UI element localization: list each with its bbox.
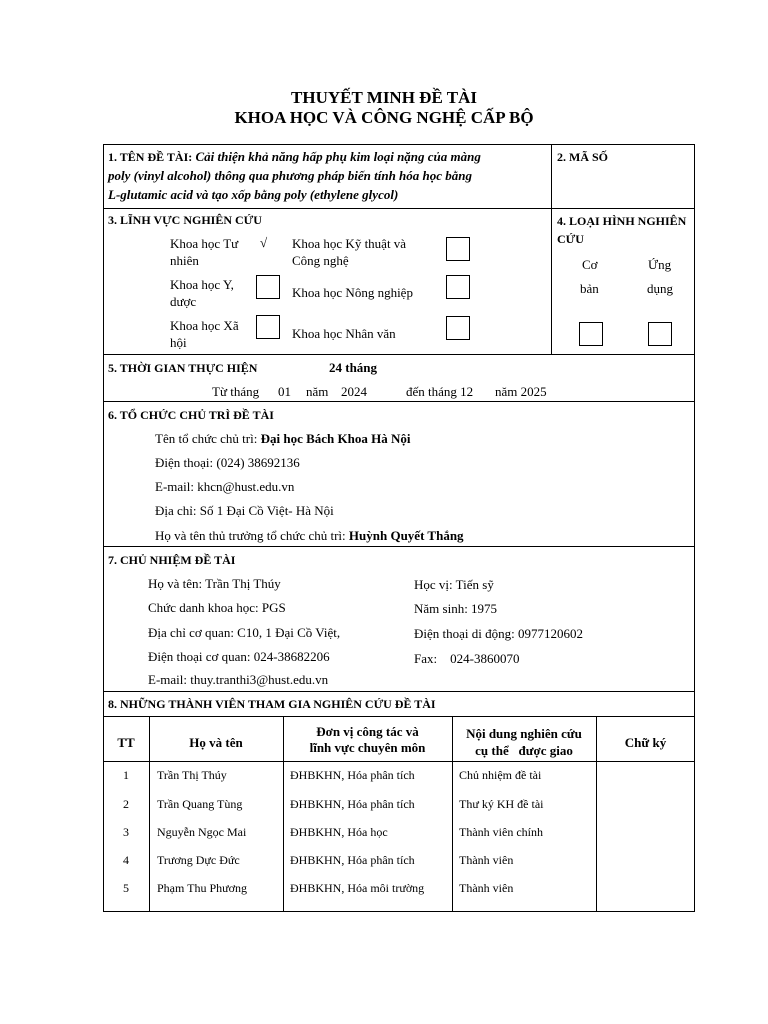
col-header-tt: TT (117, 735, 135, 750)
row3-tt: 3 (123, 825, 129, 839)
field3-label-l1: Khoa học Y, (170, 277, 234, 292)
row4-unit: ĐHBKHN, Hóa phân tích (290, 853, 415, 867)
col-header-task-l2: cụ thể được giao (475, 743, 573, 758)
col-header-sign: Chữ ký (624, 735, 667, 750)
row5-unit: ĐHBKHN, Hóa môi trường (290, 881, 425, 895)
duration-value: 24 tháng (329, 360, 378, 375)
row3-unit: ĐHBKHN, Hóa học (290, 825, 388, 839)
row5-task: Thành viên (459, 881, 514, 895)
row4-tt: 4 (123, 853, 129, 867)
row1-tt: 1 (123, 768, 129, 782)
field6-label: Khoa học Nhân văn (292, 326, 396, 341)
leader-title: Chức danh khoa học: PGS (148, 600, 286, 615)
type1-label-l1: Cơ (582, 257, 598, 272)
col-header-unit-l2: lĩnh vực chuyên môn (309, 740, 426, 755)
section4-heading-l1: 4. LOẠI HÌNH NGHIÊN (557, 214, 687, 228)
section4-heading-l2: CỨU (557, 232, 584, 246)
org-head-value: Huỳnh Quyết Thắng (348, 528, 464, 543)
row2-unit: ĐHBKHN, Hóa phân tích (290, 797, 415, 811)
section1-line1 (108, 148, 481, 166)
from-month-label: Từ tháng (212, 384, 260, 399)
doc-title-line2: KHOA HỌC VÀ CÔNG NGHỆ CẤP BỘ (234, 108, 534, 127)
row2-task: Thư ký KH đề tài (459, 797, 544, 811)
row1-task: Chủ nhiệm đề tài (459, 768, 542, 782)
col-header-task-l1: Nội dung nghiên cứu (466, 726, 582, 741)
col-header-unit-l1: Đơn vị công tác và (316, 724, 419, 739)
org-name-label: Tên tổ chức chủ trì: (155, 431, 258, 446)
to-year-label: năm 2025 (495, 384, 547, 399)
field2-label-l1: Khoa học Kỹ thuật và (292, 236, 407, 251)
org-head-label: Họ và tên thủ trưởng tổ chức chủ trì: (155, 528, 346, 543)
leader-name: Họ và tên: Trần Thị Thúy (148, 576, 281, 591)
checkmark-icon: √ (260, 235, 268, 250)
project-title-l1: Cải thiện khả năng hấp phụ kim loại nặng của màng (195, 149, 481, 164)
type2-checkbox[interactable] (648, 322, 672, 346)
row1-name: Trần Thị Thúy (157, 768, 227, 782)
project-title-l3: L-glutamic acid và tạo xốp bằng poly (ethylene glycol) (108, 187, 399, 202)
org-phone: Điện thoại: (024) 38692136 (155, 455, 300, 470)
org-email: E-mail: khcn@hust.edu.vn (155, 479, 295, 494)
org-head-row (155, 527, 464, 545)
section1-heading: 1. TÊN ĐỀ TÀI: (108, 150, 193, 164)
section8-heading: 8. NHỮNG THÀNH VIÊN THAM GIA NGHIÊN CỨU ĐỀ TÀI (108, 697, 436, 711)
org-name-row (155, 430, 410, 448)
type2-label-l1: Ứng (648, 257, 672, 272)
row5-name: Phạm Thu Phương (157, 881, 247, 895)
leader-birth-year: Năm sinh: 1975 (414, 601, 498, 616)
row5-tt: 5 (123, 881, 129, 895)
field3-label-l2: dược (170, 294, 197, 309)
field1-label-l2: nhiên (170, 253, 199, 268)
row1-unit: ĐHBKHN, Hóa phân tích (290, 768, 415, 782)
type1-checkbox[interactable] (579, 322, 603, 346)
from-month-value: 01 (278, 384, 291, 399)
row4-task: Thành viên (459, 853, 514, 867)
row2-name: Trần Quang Tùng (157, 797, 243, 811)
doc-title-line1: THUYẾT MINH ĐỀ TÀI (291, 88, 477, 107)
org-address: Địa chỉ: Số 1 Đại Cồ Việt- Hà Nội (155, 503, 334, 518)
field2-checkbox[interactable] (446, 237, 470, 261)
row4-name: Trương Dực Đức (157, 853, 240, 867)
section3-heading: 3. LĨNH VỰC NGHIÊN CỨU (108, 213, 262, 227)
type1-label-l2: bản (580, 281, 599, 296)
field1-label-l1: Khoa học Tư (170, 236, 239, 251)
field4-checkbox[interactable] (446, 275, 470, 299)
leader-mobile: Điện thoại di động: 0977120602 (414, 626, 583, 641)
col-header-name: Họ và tên (189, 735, 243, 750)
row3-task: Thành viên chính (459, 825, 543, 839)
leader-office-address: Địa chỉ cơ quan: C10, 1 Đại Cồ Việt, (148, 625, 341, 640)
field5-label-l1: Khoa học Xã (170, 318, 239, 333)
field5-label-l2: hội (170, 335, 187, 350)
to-month-label: đến tháng 12 (406, 384, 474, 399)
leader-office-phone: Điện thoại cơ quan: 024-38682206 (148, 649, 330, 664)
field3-checkbox[interactable] (256, 275, 280, 299)
leader-degree: Học vị: Tiến sỹ (414, 577, 494, 592)
org-name-value: Đại học Bách Khoa Hà Nội (260, 431, 411, 446)
field6-checkbox[interactable] (446, 316, 470, 340)
section2-heading: 2. MÃ SỐ (557, 150, 608, 164)
from-year-label: năm (306, 384, 329, 399)
field4-label: Khoa học Nông nghiệp (292, 285, 413, 300)
leader-fax: Fax: 024-3860070 (414, 651, 520, 666)
section7-heading: 7. CHỦ NHIỆM ĐỀ TÀI (108, 553, 236, 567)
type2-label-l2: dụng (647, 281, 673, 296)
section6-heading: 6. TỔ CHỨC CHỦ TRÌ ĐỀ TÀI (108, 408, 274, 422)
row2-tt: 2 (123, 797, 129, 811)
row3-name: Nguyễn Ngọc Mai (157, 825, 247, 839)
project-title-l2: poly (vinyl alcohol) thông qua phương pháp biến tính hóa học bằng (108, 168, 473, 183)
section5-heading: 5. THỜI GIAN THỰC HIỆN (108, 361, 258, 375)
field5-checkbox[interactable] (256, 315, 280, 339)
field2-label-l2: Công nghệ (292, 253, 349, 268)
leader-email: E-mail: thuy.tranthi3@hust.edu.vn (148, 672, 329, 687)
from-year-value: 2024 (341, 384, 367, 399)
